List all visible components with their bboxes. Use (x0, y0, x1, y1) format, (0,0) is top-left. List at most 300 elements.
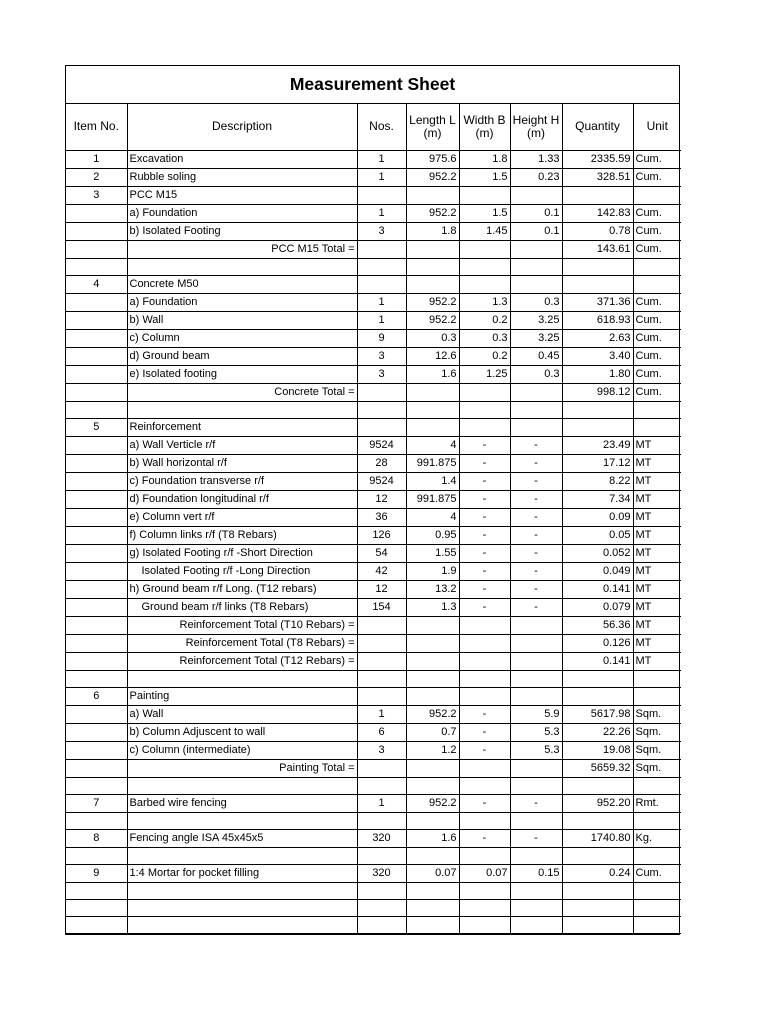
cell-length: 975.6 (406, 150, 459, 168)
cell-quantity: 618.93 (562, 311, 633, 329)
cell-unit (633, 812, 681, 829)
header-description: Description (127, 104, 357, 150)
cell-height (510, 759, 562, 777)
cell-description: Barbed wire fencing (127, 794, 357, 812)
cell-quantity: 0.78 (562, 222, 633, 240)
cell-length (406, 275, 459, 293)
cell-length: 952.2 (406, 204, 459, 222)
cell-description: h) Ground beam r/f Long. (T12 rebars) (127, 580, 357, 598)
cell-width: - (459, 794, 510, 812)
cell-description (127, 401, 357, 418)
cell-unit (633, 916, 681, 933)
cell-length: 1.4 (406, 472, 459, 490)
cell-quantity: 328.51 (562, 168, 633, 186)
cell-description: c) Column (intermediate) (127, 741, 357, 759)
cell-width: - (459, 454, 510, 472)
cell-unit: MT (633, 436, 681, 454)
table-row (66, 526, 681, 544)
cell-length (406, 186, 459, 204)
cell-width (459, 670, 510, 687)
header-height: Height H (m) (510, 104, 562, 150)
table-row (66, 705, 681, 723)
cell-quantity: 952.20 (562, 794, 633, 812)
cell-nos: 9524 (357, 436, 406, 454)
header-unit: Unit (633, 104, 681, 150)
table-row (66, 882, 681, 899)
cell-height: 5.9 (510, 705, 562, 723)
cell-item-no (66, 634, 127, 652)
cell-unit: MT (633, 580, 681, 598)
cell-description: a) Wall Verticle r/f (127, 436, 357, 454)
cell-height: - (510, 829, 562, 847)
table-row (66, 436, 681, 454)
cell-quantity: 0.052 (562, 544, 633, 562)
table-row (66, 204, 681, 222)
cell-width: - (459, 562, 510, 580)
cell-quantity (562, 418, 633, 436)
cell-description (127, 812, 357, 829)
table-row (66, 168, 681, 186)
cell-item-no (66, 562, 127, 580)
cell-description: g) Isolated Footing r/f -Short Direction (127, 544, 357, 562)
table-row (66, 916, 681, 933)
cell-item-no: 9 (66, 864, 127, 882)
cell-length: 13.2 (406, 580, 459, 598)
cell-description: 1:4 Mortar for pocket filling (127, 864, 357, 882)
cell-item-no (66, 652, 127, 670)
cell-length: 952.2 (406, 705, 459, 723)
cell-quantity (562, 258, 633, 275)
cell-width: - (459, 472, 510, 490)
cell-width (459, 258, 510, 275)
sheet-title: Measurement Sheet (66, 66, 679, 104)
cell-height (510, 882, 562, 899)
cell-quantity: 0.049 (562, 562, 633, 580)
cell-quantity: 0.079 (562, 598, 633, 616)
cell-length (406, 916, 459, 933)
header-width: Width B (m) (459, 104, 510, 150)
cell-quantity: 1740.80 (562, 829, 633, 847)
cell-height: - (510, 598, 562, 616)
cell-nos (357, 240, 406, 258)
measurement-table (66, 104, 681, 934)
table-row (66, 794, 681, 812)
cell-length: 1.6 (406, 365, 459, 383)
cell-description: Ground beam r/f links (T8 Rebars) (127, 598, 357, 616)
cell-width (459, 383, 510, 401)
cell-description: d) Foundation longitudinal r/f (127, 490, 357, 508)
cell-description: b) Isolated Footing (127, 222, 357, 240)
header-item-no: Item No. (66, 104, 127, 150)
cell-unit: Cum. (633, 222, 681, 240)
table-row (66, 723, 681, 741)
total-row (66, 240, 681, 258)
table-row (66, 847, 681, 864)
cell-description: Reinforcement Total (T10 Rebars) = (127, 616, 357, 634)
cell-height: - (510, 436, 562, 454)
cell-nos (357, 634, 406, 652)
cell-width: - (459, 598, 510, 616)
cell-item-no (66, 293, 127, 311)
cell-description (127, 670, 357, 687)
cell-width (459, 652, 510, 670)
cell-height: 3.25 (510, 329, 562, 347)
cell-description: Painting (127, 687, 357, 705)
cell-item-no (66, 240, 127, 258)
table-row (66, 687, 681, 705)
cell-height: 0.1 (510, 222, 562, 240)
cell-quantity: 0.24 (562, 864, 633, 882)
cell-description (127, 899, 357, 916)
cell-width: 0.2 (459, 311, 510, 329)
cell-quantity: 998.12 (562, 383, 633, 401)
cell-length: 1.8 (406, 222, 459, 240)
cell-nos (357, 616, 406, 634)
cell-nos (357, 383, 406, 401)
cell-length (406, 240, 459, 258)
cell-nos: 3 (357, 222, 406, 240)
cell-height (510, 634, 562, 652)
cell-length (406, 759, 459, 777)
cell-description: Rubble soling (127, 168, 357, 186)
cell-item-no (66, 436, 127, 454)
table-row (66, 598, 681, 616)
cell-height: 3.25 (510, 311, 562, 329)
cell-height: 0.3 (510, 293, 562, 311)
cell-nos (357, 777, 406, 794)
cell-width: - (459, 508, 510, 526)
cell-unit (633, 401, 681, 418)
cell-width: 1.8 (459, 150, 510, 168)
table-row (66, 864, 681, 882)
cell-description: e) Column vert r/f (127, 508, 357, 526)
cell-description (127, 258, 357, 275)
cell-length (406, 670, 459, 687)
cell-item-no: 7 (66, 794, 127, 812)
cell-item-no (66, 916, 127, 933)
cell-description: c) Column (127, 329, 357, 347)
cell-item-no (66, 508, 127, 526)
cell-unit: MT (633, 472, 681, 490)
cell-width: 0.2 (459, 347, 510, 365)
cell-quantity: 142.83 (562, 204, 633, 222)
cell-item-no: 5 (66, 418, 127, 436)
cell-length (406, 258, 459, 275)
cell-item-no (66, 882, 127, 899)
table-row (66, 472, 681, 490)
cell-width: - (459, 723, 510, 741)
cell-length: 1.3 (406, 598, 459, 616)
cell-item-no: 4 (66, 275, 127, 293)
cell-width: 1.25 (459, 365, 510, 383)
cell-quantity: 0.126 (562, 634, 633, 652)
cell-length (406, 634, 459, 652)
cell-unit: Sqm. (633, 705, 681, 723)
cell-height: 0.45 (510, 347, 562, 365)
cell-width (459, 899, 510, 916)
cell-length (406, 383, 459, 401)
cell-unit (633, 687, 681, 705)
cell-width (459, 882, 510, 899)
cell-length: 12.6 (406, 347, 459, 365)
table-row (66, 222, 681, 240)
cell-height: 0.15 (510, 864, 562, 882)
cell-width (459, 186, 510, 204)
cell-width: 1.5 (459, 168, 510, 186)
cell-unit: MT (633, 508, 681, 526)
cell-unit (633, 777, 681, 794)
cell-width: 1.5 (459, 204, 510, 222)
cell-nos (357, 847, 406, 864)
cell-nos: 1 (357, 293, 406, 311)
cell-width (459, 759, 510, 777)
measurement-sheet (65, 65, 680, 935)
cell-width: - (459, 490, 510, 508)
cell-nos (357, 759, 406, 777)
cell-item-no (66, 329, 127, 347)
cell-quantity: 17.12 (562, 454, 633, 472)
cell-length: 4 (406, 436, 459, 454)
cell-length (406, 882, 459, 899)
table-row (66, 562, 681, 580)
cell-nos: 3 (357, 347, 406, 365)
cell-length: 1.55 (406, 544, 459, 562)
cell-height (510, 186, 562, 204)
cell-item-no (66, 454, 127, 472)
cell-unit: Sqm. (633, 723, 681, 741)
cell-length (406, 616, 459, 634)
cell-item-no (66, 598, 127, 616)
table-row (66, 150, 681, 168)
cell-width: 0.07 (459, 864, 510, 882)
cell-width: - (459, 741, 510, 759)
cell-height (510, 418, 562, 436)
cell-nos: 42 (357, 562, 406, 580)
cell-nos (357, 899, 406, 916)
cell-nos (357, 882, 406, 899)
cell-height: - (510, 526, 562, 544)
cell-description: a) Wall (127, 705, 357, 723)
header-length: Length L (m) (406, 104, 459, 150)
cell-width: 1.45 (459, 222, 510, 240)
cell-item-no (66, 222, 127, 240)
cell-item-no (66, 580, 127, 598)
cell-description: Fencing angle ISA 45x45x5 (127, 829, 357, 847)
cell-unit (633, 670, 681, 687)
cell-item-no (66, 204, 127, 222)
cell-nos (357, 687, 406, 705)
cell-quantity (562, 777, 633, 794)
cell-item-no: 8 (66, 829, 127, 847)
cell-height: - (510, 580, 562, 598)
cell-quantity: 22.26 (562, 723, 633, 741)
cell-width (459, 616, 510, 634)
cell-unit: Cum. (633, 150, 681, 168)
cell-length: 952.2 (406, 311, 459, 329)
cell-item-no (66, 847, 127, 864)
cell-quantity: 143.61 (562, 240, 633, 258)
cell-length: 1.2 (406, 741, 459, 759)
cell-quantity: 7.34 (562, 490, 633, 508)
cell-quantity: 0.141 (562, 652, 633, 670)
cell-nos (357, 916, 406, 933)
cell-quantity: 23.49 (562, 436, 633, 454)
cell-unit: Kg. (633, 829, 681, 847)
cell-item-no: 1 (66, 150, 127, 168)
cell-description: Concrete M50 (127, 275, 357, 293)
cell-unit: MT (633, 526, 681, 544)
cell-nos (357, 258, 406, 275)
cell-nos: 36 (357, 508, 406, 526)
table-row (66, 293, 681, 311)
cell-quantity: 2335.59 (562, 150, 633, 168)
cell-item-no (66, 383, 127, 401)
cell-length: 991.875 (406, 454, 459, 472)
cell-width: - (459, 829, 510, 847)
total-row (66, 616, 681, 634)
cell-nos: 126 (357, 526, 406, 544)
cell-nos (357, 401, 406, 418)
cell-height (510, 899, 562, 916)
table-row (66, 275, 681, 293)
cell-nos: 54 (357, 544, 406, 562)
table-row (66, 777, 681, 794)
cell-unit: MT (633, 598, 681, 616)
cell-item-no (66, 311, 127, 329)
cell-height (510, 777, 562, 794)
table-row (66, 454, 681, 472)
cell-unit: MT (633, 544, 681, 562)
cell-length (406, 418, 459, 436)
cell-item-no (66, 365, 127, 383)
cell-unit: Cum. (633, 168, 681, 186)
cell-height: - (510, 454, 562, 472)
cell-unit: MT (633, 454, 681, 472)
cell-description: Painting Total = (127, 759, 357, 777)
cell-item-no: 2 (66, 168, 127, 186)
cell-length (406, 687, 459, 705)
table-row (66, 329, 681, 347)
cell-unit: Cum. (633, 383, 681, 401)
cell-quantity: 2.63 (562, 329, 633, 347)
cell-nos: 1 (357, 168, 406, 186)
cell-length (406, 777, 459, 794)
cell-height: - (510, 472, 562, 490)
table-row (66, 812, 681, 829)
cell-quantity: 3.40 (562, 347, 633, 365)
cell-unit (633, 418, 681, 436)
cell-nos (357, 652, 406, 670)
cell-height (510, 687, 562, 705)
cell-quantity: 5617.98 (562, 705, 633, 723)
cell-nos: 1 (357, 311, 406, 329)
table-row (66, 829, 681, 847)
cell-width: - (459, 544, 510, 562)
cell-width (459, 401, 510, 418)
cell-nos: 320 (357, 864, 406, 882)
table-row (66, 401, 681, 418)
header-nos: Nos. (357, 104, 406, 150)
cell-unit: MT (633, 562, 681, 580)
cell-item-no (66, 899, 127, 916)
table-row (66, 311, 681, 329)
cell-length: 1.9 (406, 562, 459, 580)
cell-item-no (66, 616, 127, 634)
cell-width: - (459, 705, 510, 723)
cell-length: 952.2 (406, 168, 459, 186)
cell-height (510, 401, 562, 418)
cell-unit (633, 847, 681, 864)
cell-height: 1.33 (510, 150, 562, 168)
cell-description: a) Foundation (127, 204, 357, 222)
cell-width (459, 634, 510, 652)
cell-description (127, 777, 357, 794)
table-row (66, 490, 681, 508)
cell-unit: Cum. (633, 864, 681, 882)
cell-description: Reinforcement Total (T12 Rebars) = (127, 652, 357, 670)
cell-unit: Cum. (633, 204, 681, 222)
cell-width (459, 916, 510, 933)
cell-height: 5.3 (510, 723, 562, 741)
cell-width: 0.3 (459, 329, 510, 347)
cell-nos: 12 (357, 490, 406, 508)
table-row (66, 258, 681, 275)
cell-height (510, 616, 562, 634)
cell-quantity: 0.09 (562, 508, 633, 526)
cell-length: 0.7 (406, 723, 459, 741)
cell-description: b) Wall horizontal r/f (127, 454, 357, 472)
cell-length: 0.07 (406, 864, 459, 882)
cell-quantity: 0.141 (562, 580, 633, 598)
cell-item-no (66, 401, 127, 418)
cell-height (510, 670, 562, 687)
cell-quantity: 56.36 (562, 616, 633, 634)
cell-length (406, 401, 459, 418)
cell-length: 952.2 (406, 794, 459, 812)
cell-description: d) Ground beam (127, 347, 357, 365)
cell-height: - (510, 508, 562, 526)
cell-item-no (66, 258, 127, 275)
cell-description: Reinforcement Total (T8 Rebars) = (127, 634, 357, 652)
cell-description: Excavation (127, 150, 357, 168)
cell-nos: 1 (357, 150, 406, 168)
cell-unit: Sqm. (633, 759, 681, 777)
cell-description (127, 847, 357, 864)
cell-quantity (562, 812, 633, 829)
cell-height: - (510, 562, 562, 580)
cell-unit: MT (633, 616, 681, 634)
cell-unit: Cum. (633, 347, 681, 365)
cell-length: 1.6 (406, 829, 459, 847)
cell-height (510, 275, 562, 293)
cell-unit: Cum. (633, 311, 681, 329)
cell-height (510, 652, 562, 670)
cell-height: - (510, 794, 562, 812)
cell-width (459, 687, 510, 705)
cell-quantity (562, 401, 633, 418)
cell-height (510, 258, 562, 275)
cell-width (459, 418, 510, 436)
cell-length: 0.3 (406, 329, 459, 347)
table-row (66, 741, 681, 759)
cell-description: f) Column links r/f (T8 Rebars) (127, 526, 357, 544)
cell-length (406, 812, 459, 829)
cell-description: b) Wall (127, 311, 357, 329)
total-row (66, 759, 681, 777)
cell-width: - (459, 436, 510, 454)
table-row (66, 347, 681, 365)
cell-nos: 9524 (357, 472, 406, 490)
